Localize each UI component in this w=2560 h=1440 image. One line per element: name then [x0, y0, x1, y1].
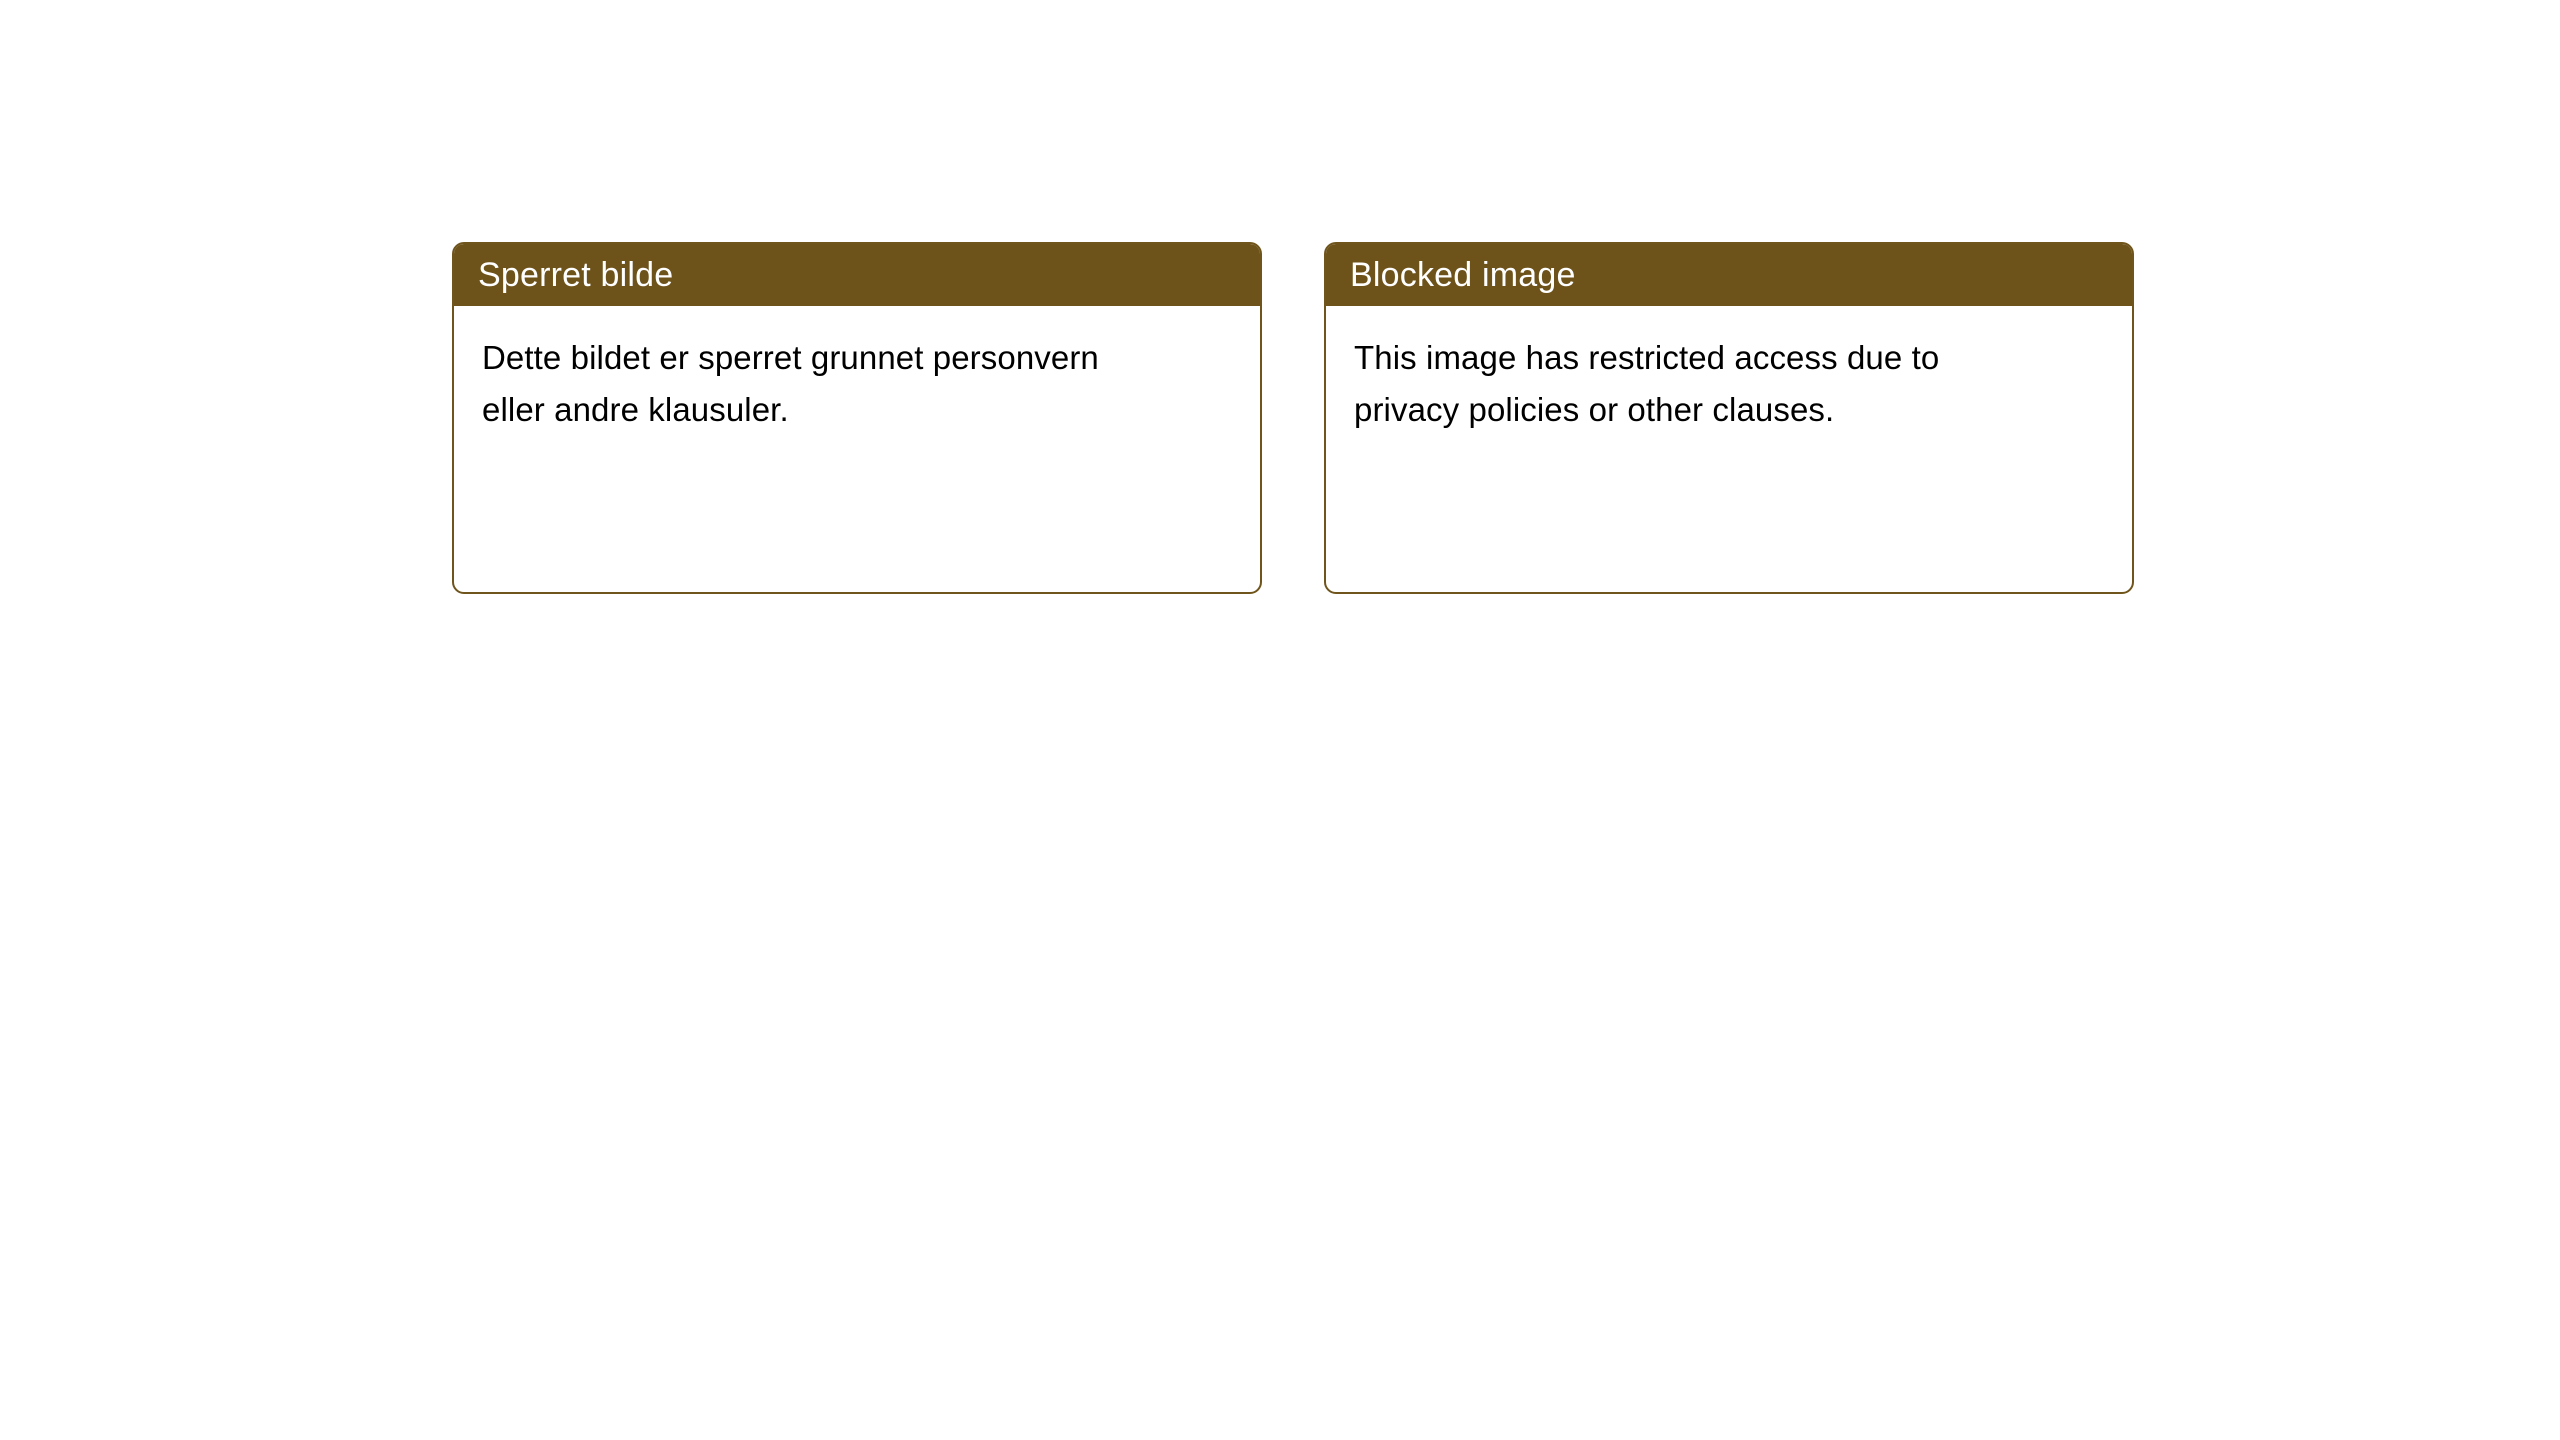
notice-card-message-english: This image has restricted access due to privacy policies or other clauses. — [1354, 339, 1940, 428]
notice-card-group — [452, 242, 2134, 594]
notice-card-body-norwegian — [454, 306, 1260, 592]
notice-card-title-english: Blocked image — [1350, 256, 1576, 294]
notice-card-header-norwegian — [454, 244, 1260, 306]
notice-card-message-norwegian: Dette bildet er sperret grunnet personvern eller andre klausuler. — [482, 339, 1099, 428]
notice-card-header-english — [1326, 244, 2132, 306]
notice-card-body-english — [1326, 306, 2132, 592]
blocked-image-notice-card-norwegian — [452, 242, 1262, 594]
blocked-image-notice-card-english — [1324, 242, 2134, 594]
notice-card-title-norwegian: Sperret bilde — [478, 256, 674, 294]
